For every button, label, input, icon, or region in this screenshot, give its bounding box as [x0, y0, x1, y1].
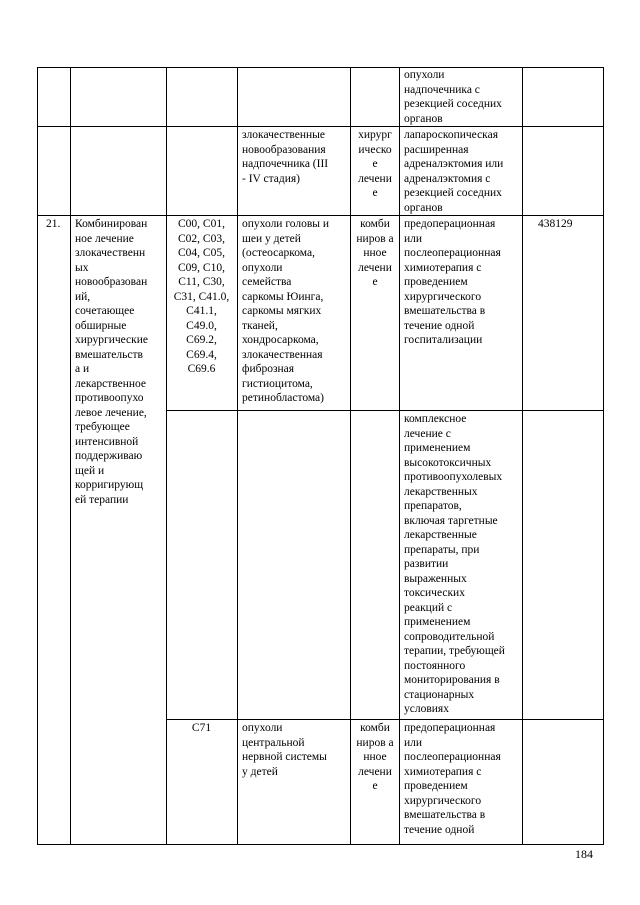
table-border-right — [603, 67, 604, 845]
page-number: 184 — [575, 847, 593, 861]
row-divider-1 — [37, 126, 604, 127]
row-2-diagnosis: злокачественные новообразования надпочечника (III - IV стадия) — [242, 129, 329, 185]
row-3-diagnosis: опухоли головы и шеи у детей (остеосаркома, опухоли семейства саркомы Юинга, саркомы мягких тканей, хондросаркома, злокачественная фиброзная гистиоцитома, ретинобластома) — [242, 218, 330, 404]
column-divider-diagnosis — [350, 67, 351, 845]
row-2-method: лапароскопическая расширенная адреналэктомия или адреналэктомия с резекцией соседних органов — [404, 129, 504, 214]
row-5-method: предоперационная или послеоперационная химиотерапия с проведением хирургического вмешательства в течение одной — [404, 722, 501, 836]
row-4-method: комплексное лечение с применением высокотоксичных противоопухолевых лекарственных препаратов, включая таргетные лекарственные препараты, при развитии выраженных токсических реакций с применением сопроводительной терапии, требующей постоянного мониторирования в стационарных условиях — [404, 413, 505, 715]
column-divider-treatment — [399, 67, 400, 845]
row-divider-2 — [37, 215, 604, 216]
cost-value: 438129 — [538, 218, 573, 230]
treatment-profile-name: Комбинирован ное лечение злокачественн ых новообразован ий, сочетающее обширные хирургические вмешательств а и лекарственное противоопухо левое лечение, требующее интенсивной поддерживаю щей и корригирующ ей терапии — [75, 218, 148, 506]
column-divider-codes — [237, 67, 238, 845]
row-1-method: опухоли надпочечника с резекцией соседних органов — [404, 69, 502, 125]
row-divider-4 — [166, 719, 604, 720]
column-divider-method — [522, 67, 523, 845]
row-5-diagnosis: опухоли центральной нервной системы у детей — [242, 722, 327, 778]
row-divider-3 — [166, 410, 604, 411]
row-3-treatment-type: комби ниров а нное лечени е — [356, 218, 394, 288]
row-5-treatment-type: комби ниров а нное лечени е — [356, 722, 394, 792]
row-5-icd-codes: C71 — [191, 722, 212, 734]
table-border-bottom — [37, 844, 604, 845]
column-divider-number — [70, 67, 71, 845]
row-number: 21. — [46, 218, 61, 230]
row-3-method: предоперационная или послеоперационная химиотерапия с проведением хирургического вмешательства в течение одной госпитализации — [404, 218, 501, 346]
row-2-treatment-type: хирург ическо е лечени е — [358, 129, 392, 199]
table-border-left — [37, 67, 38, 845]
icd-codes: C00, C01, C02, C03, C04, C05, C09, C10, C11, C30, C31, C41.0, C41.1, C49.0, C69.2, C69.4, C69.6 — [173, 218, 230, 375]
